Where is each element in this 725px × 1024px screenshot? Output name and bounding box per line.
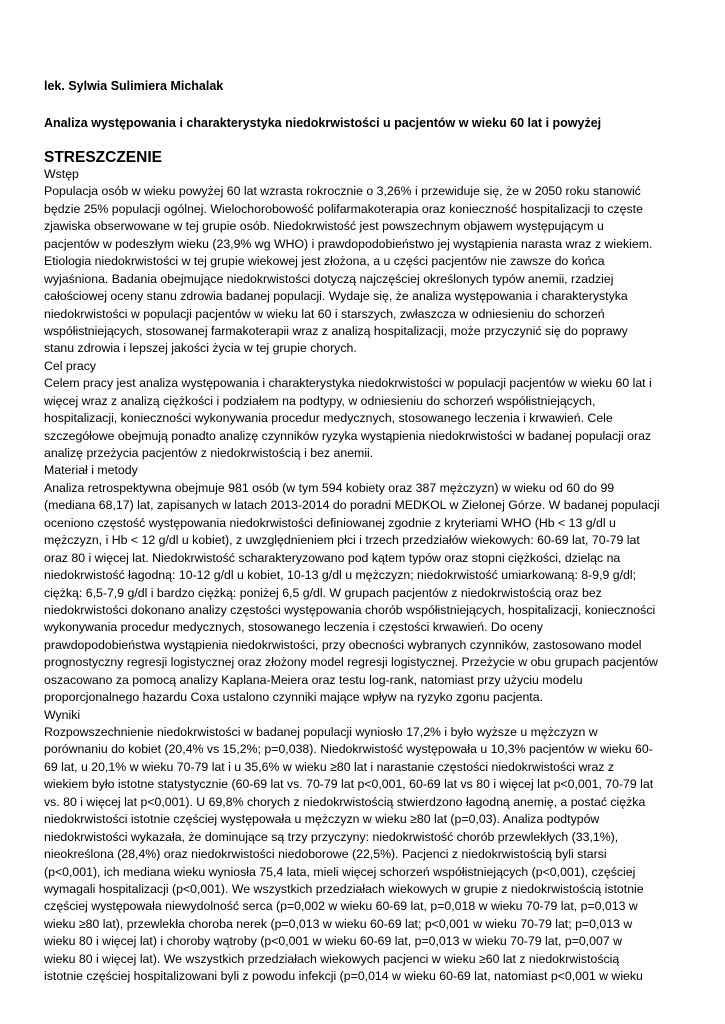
text-line: Etiologia niedokrwistości w tej grupie wiekowej jest złożona, a u części pacjentów nie zawsze do końca	[44, 254, 605, 269]
document-title: Analiza występowania i charakterystyka niedokrwistości u pacjentów w wieku 60 lat i powyżej	[44, 116, 602, 130]
text-line: oceniono częstość występowania niedokrwistości definiowanej zgodnie z kryteriami WHO (Hb < 13 g/dl u	[44, 515, 616, 530]
text-line: porównaniu do kobiet (20,4% vs 15,2%; p=0,038). Niedokrwistość występowała u 10,3% pacjentów w wieku 60-	[44, 742, 653, 757]
text-line: (p<0,001), ich mediana wieku wyniosła 75,4 lata, mieli więcej schorzeń współistniejących (p<0,001), częściej	[44, 864, 636, 879]
text-line: niedokrwistości istotnie częściej występowała u mężczyzn w wieku ≥80 lat (p=0,03). Analiza podtypów	[44, 812, 600, 827]
text-line: Cel pracy	[44, 358, 97, 373]
text-line: wyjaśniona. Badania obejmujące niedokrwistości dotyczą najczęściej określonych typów anemii, rzadziej	[44, 271, 614, 286]
text-line: nieokreślona (28,4%) oraz niedokrwistości niedoborowe (22,5%). Pacjenci z niedokrwistością byli starsi	[44, 847, 607, 862]
text-line: wieku 80 i więcej lat). We wszystkich przedziałach wiekowych pacjenci w wieku ≥60 lat z niedokrwistością	[44, 951, 620, 966]
text-line: będzie 25% populacji ogólnej. Wielochorobowość polifarmakoterapia oraz konieczność hospitalizacji to częste	[44, 201, 643, 216]
text-line: niedokrwistości wykazała, że dominujące są trzy przyczyny: niedokrwistość chorób przewlekłych (33,1%),	[44, 829, 619, 844]
text-line: wymagali hospitalizacji (p<0,001). We wszystkich przedziałach wiekowych w grupie z niedokrwistością istotnie	[44, 881, 644, 896]
text-line: Rozpowszechnienie niedokrwistości w badanej populacji wyniosło 17,2% i było wyższe u mężczyzn w	[44, 725, 598, 739]
text-line: ciężką: 6,5-7,9 g/dl i bardzo ciężką: poniżej 6,5 g/dl. W grupach pacjentów z niedokrwistością oraz bez	[44, 585, 602, 600]
text-line: (mediana 68,17) lat, zapisanych w latach 2013-2014 do poradni MEDKOL w Zielonej Górze. W badanej populacji	[44, 498, 660, 513]
text-line: Populacja osób w wieku powyżej 60 lat wzrasta rokrocznie o 3,26% i przewiduje się, że w 2050 roku stanowić	[44, 184, 641, 199]
text-line: Celem pracy jest analiza występowania i charakterystyka niedokrwistości w populacji pacjentów w wieku 60 lat i	[44, 376, 652, 391]
text-line: niedokrwistości dokonano analizy częstości występowania chorób współistniejących, hospitalizacji, konieczności	[44, 602, 656, 617]
text-line: niedokrwistości w populacji pacjentów w wieku lat 60 i starszych, zwłaszcza w odniesieniu do schorzeń	[44, 306, 605, 321]
text-line: wieku 80 i więcej lat) i choroby wątroby (p<0,001 w wieku 60-69 lat, p=0,013 w wieku 70-79 lat, p=0,007 w	[44, 934, 623, 949]
text-line: wykonywania procedur medycznych, stosowanego leczenia i częstości krwawień. Do oceny	[44, 620, 543, 635]
text-line: vs. 80 i więcej lat p<0,001). U 69,8% chorych z niedokrwistością stwierdzono łagodną anemię, a postać ciężka	[44, 794, 646, 809]
text-line: stanu zdrowia i lepszej jakości życia w tej grupie chorych.	[44, 341, 357, 356]
abstract-body	[44, 166, 688, 986]
author-name: lek. Sylwia Sulimiera Michalak	[44, 79, 224, 93]
text-line: oraz 80 i więcej lat. Niedokrwistość scharakteryzowano pod kątem typów oraz stopni ciężkości, dzieląc na	[44, 550, 621, 565]
text-line: Analiza retrospektywna obejmuje 981 osób (w tym 594 kobiety oraz 387 mężczyzn) w wieku od 60 do 99	[44, 480, 615, 495]
text-line: wiekiem było istotne statystycznie (60-69 lat vs. 70-79 lat p<0,001, 60-69 lat vs 80 i więcej lat p<0,001, 70-79 lat	[44, 777, 654, 792]
text-line: analizę przeżycia pacjentów z niedokrwistością i bez anemii.	[44, 446, 374, 460]
text-line: współistniejących, stosowanej farmakoterapii wraz z analizą hospitalizacji, może przyczynić się do poprawy	[44, 323, 628, 338]
text-line: więcej wraz z analizą ciężkości i podziałem na podtypy, w odniesieniu do schorzeń współistniejących,	[44, 393, 596, 408]
text-line: istotnie częściej hospitalizowani byli z powodu infekcji (p=0,014 w wieku 60-69 lat, natomiast p<0,001 w wieku	[44, 969, 643, 984]
text-line: częściej występowała niewydolność serca (p=0,002 w wieku 60-69 lat, p=0,018 w wieku 70-79 lat, p=0,013 w	[44, 899, 638, 914]
text-line: 69 lat, u 20,1% w wieku 70-79 lat i u 35,6% w wieku ≥80 lat i narastanie częstości niedokrwistości wraz z	[44, 759, 615, 774]
text-line: proporcjonalnego hazardu Coxa ustalono czynniki mające wpływ na ryzyko zgonu pacjenta.	[44, 690, 543, 705]
text-line: zjawiska obserwowane w tej grupie osób. Niedokrwistość jest powszechnym objawem występującym u	[44, 219, 604, 234]
text-line: całościowej oceny stanu zdrowia badanej populacji. Wydaje się, że analiza występowania i charakterystyka	[44, 289, 628, 304]
text-line: Materiał i metody	[44, 463, 138, 478]
text-line: prawdopodobieństwa wystąpienia niedokrwistości, przy obecności wybranych czynników, zastosowano model	[44, 637, 642, 652]
text-line: niedokrwistość łagodną: 10-12 g/dl u kobiet, 10-13 g/dl u mężczyzn; niedokrwistość umiarkowaną: 8-9,9 g/dl;	[44, 568, 637, 583]
text-line: prognostyczny regresji logistycznej oraz złożony model regresji logistycznej. Przeżycie w obu grupach pacjentów	[44, 655, 658, 670]
text-line: oszacowano za pomocą analizy Kaplana-Meiera oraz testu log-rank, natomiast przy użyciu modelu	[44, 672, 583, 687]
text-line: Wyniki	[44, 707, 81, 722]
text-line: Wstęp	[44, 167, 79, 181]
text-line: wieku ≥80 lat), przewlekła choroba nerek (p=0,013 w wieku 60-69 lat; p<0,001 w wieku 70-79 lat; p=0,013 w	[44, 916, 633, 931]
text-line: hospitalizacji, konieczności wykonywania procedur medycznych, stosowanego leczenia i krwawień. Cele	[44, 411, 613, 426]
text-line: mężczyzn, i Hb < 12 g/dl u kobiet), z uwzględnieniem płci i trzech przedziałów wiekowych: 60-69 lat, 70-79 lat	[44, 533, 640, 548]
text-line: szczegółowe obejmują ponadto analizę czynników ryzyka wystąpienia niedokrwistości w badanej populacji oraz	[44, 428, 652, 443]
section-heading: STRESZCZENIE	[44, 149, 162, 166]
text-line: pacjentów w podeszłym wieku (23,9% wg WHO) i prawdopodobieństwo jej wystąpienia narasta wraz z wiekiem.	[44, 236, 653, 251]
